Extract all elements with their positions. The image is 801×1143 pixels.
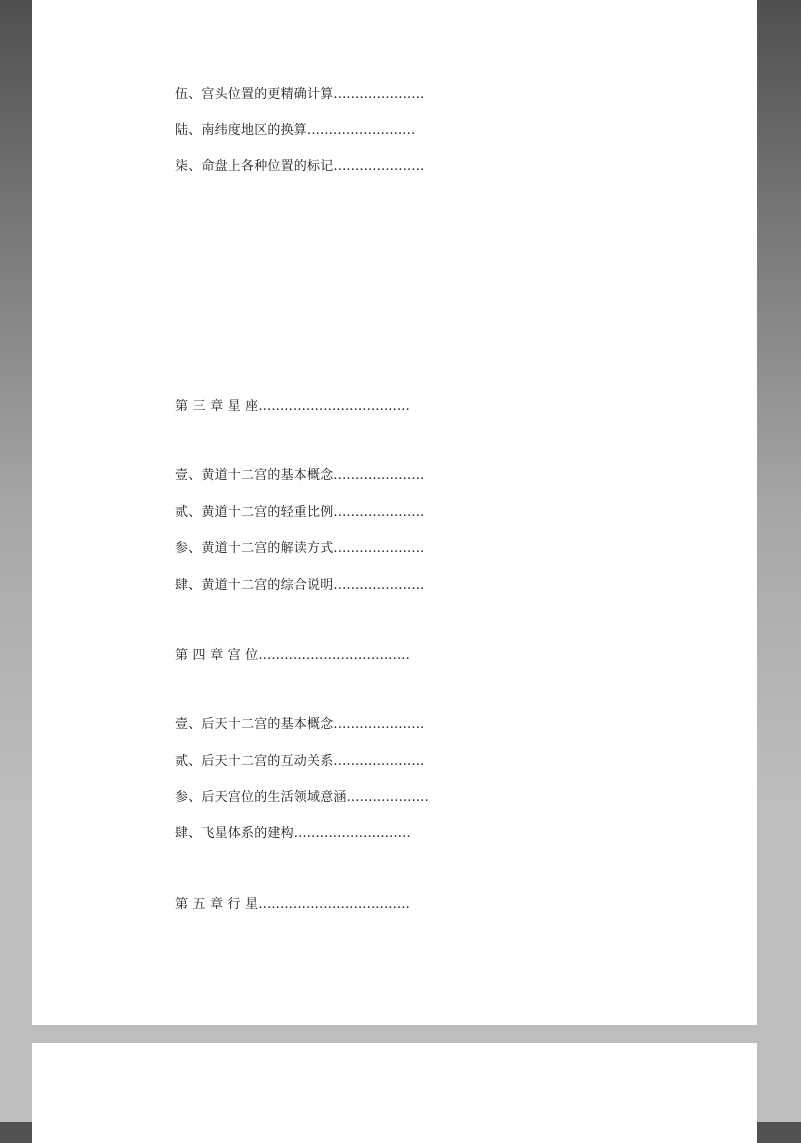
toc-entry-zodiac-basic-concept[interactable]: 壹、黄道十二宫的基本概念..................... [175, 468, 425, 483]
toc-entry-houses-interaction[interactable]: 贰、后天十二宫的互动关系..................... [175, 754, 425, 769]
toc-entry-houses-life-domains[interactable]: 参、后天宫位的生活领域意涵................... [175, 790, 429, 805]
toc-entry-5-precise-house-cusp[interactable]: 伍、宫头位置的更精确计算..................... [175, 87, 425, 102]
toc-entry-7-chart-markings[interactable]: 柒、命盘上各种位置的标记..................... [175, 159, 425, 174]
document-page-2 [32, 1043, 757, 1143]
toc-entry-zodiac-summary[interactable]: 肆、黄道十二宫的综合说明..................... [175, 578, 425, 593]
toc-entry-zodiac-interpretation[interactable]: 参、黄道十二宫的解读方式..................... [175, 541, 425, 556]
toc-chapter-4-houses[interactable]: 第 四 章 宫 位................................... [175, 648, 410, 663]
toc-entry-zodiac-weighting[interactable]: 贰、黄道十二宫的轻重比例..................... [175, 505, 425, 520]
toc-entry-6-southern-latitude[interactable]: 陆、南纬度地区的换算......................... [175, 123, 416, 138]
toc-chapter-5-planets[interactable]: 第 五 章 行 星................................... [175, 897, 410, 912]
toc-chapter-3-signs[interactable]: 第 三 章 星 座................................... [175, 399, 410, 414]
toc-entry-houses-basic-concept[interactable]: 壹、后天十二宫的基本概念..................... [175, 717, 425, 732]
toc-entry-flying-star-system[interactable]: 肆、飞星体系的建构........................... [175, 826, 411, 841]
document-page-1 [32, 0, 757, 1025]
